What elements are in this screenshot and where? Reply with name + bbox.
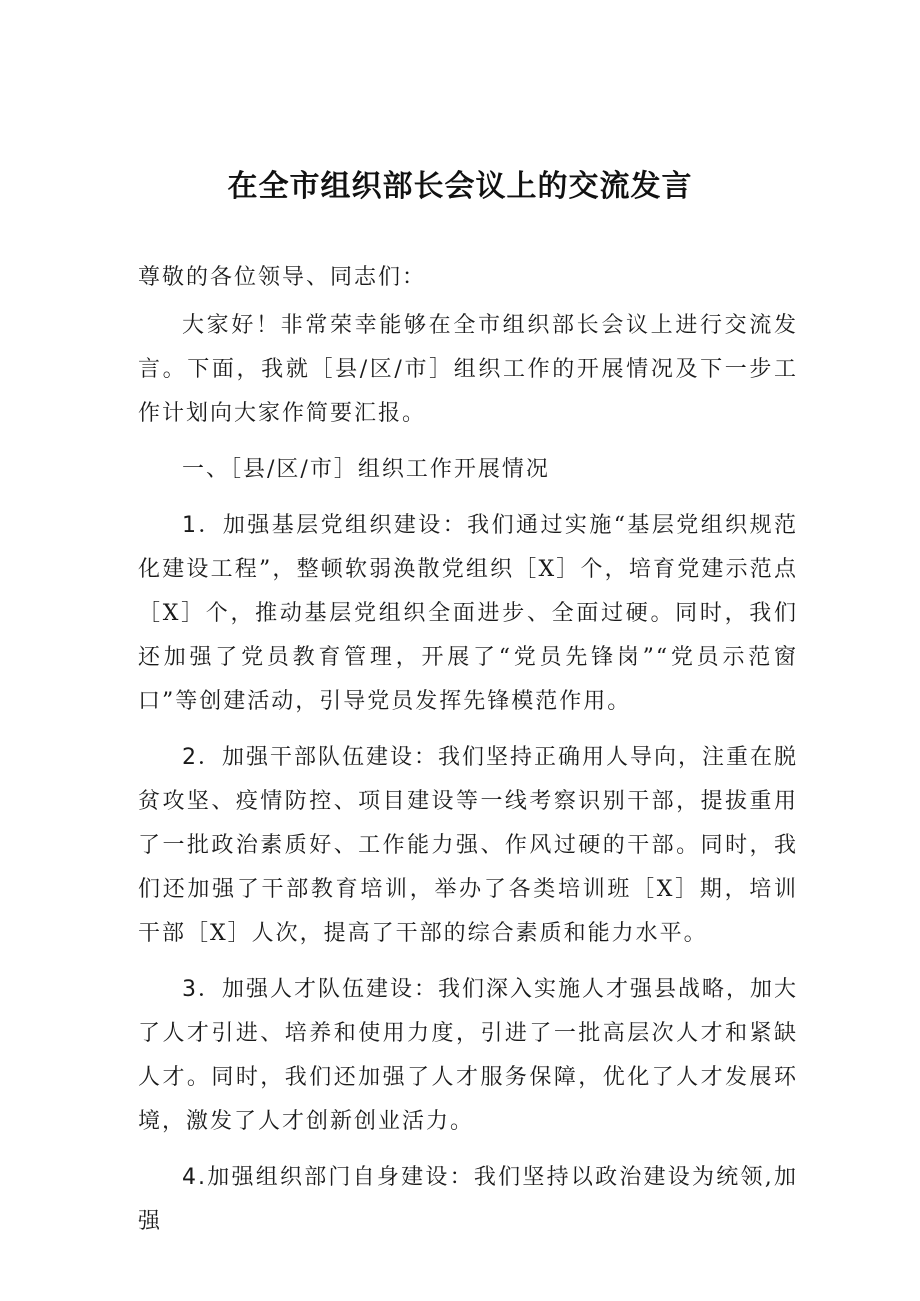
intro-paragraph: 大家好！非常荣幸能够在全市组织部长会议上进行交流发言。下面，我就［县/区/市］组织工作的开展情况及下一步工作计划向大家作简要汇报。	[138, 313, 798, 426]
item-lead-2: 2．加强干部队伍建设：	[182, 745, 438, 770]
item-paragraph-2	[138, 736, 798, 956]
item-paragraph-1	[138, 504, 798, 724]
item-lead-4: 4.加强组织部门自身建设：	[182, 1165, 474, 1190]
document-body	[138, 256, 798, 1256]
item-text-2: 我们坚持正确用人导向，注重在脱贫攻坚、疫情防控、项目建设等一线考察识别干部，提拔重用了一批政治素质好、工作能力强、作风过硬的干部。同时，我们还加强了干部教育培训，举办了各类培训班［X］期，培训干部［X］人次，提高了干部的综合素质和能力水平。	[138, 745, 799, 946]
item-text-3: 我们深入实施人才强县战略，加大了人才引进、培养和使用力度，引进了一批高层次人才和紧缺人才。同时，我们还加强了人才服务保障，优化了人才发展环境，激发了人才创新创业活力。	[138, 977, 799, 1134]
section-heading: 一、［县/区/市］组织工作开展情况	[182, 457, 550, 482]
item-lead-1: 1．加强基层党组织建设：	[182, 513, 468, 538]
item-text-1: 我们通过实施“基层党组织规范化建设工程”，整顿软弱涣散党组织［X］个，培育党建示范点［X］个，推动基层党组织全面进步、全面过硬。同时，我们还加强了党员教育管理，开展了“党员先锋岗”“党员示范窗口”等创建活动，引导党员发挥先锋模范作用。	[138, 513, 799, 714]
item-text-4: 我们坚持以政治建设为统领,加强	[138, 1165, 798, 1234]
item-paragraph-4	[138, 1156, 798, 1244]
item-paragraph-3	[138, 968, 798, 1144]
salutation: 尊敬的各位领导、同志们：	[138, 265, 427, 290]
document-title: 在全市组织部长会议上的交流发言	[227, 169, 693, 204]
item-lead-3: 3．加强人才队伍建设：	[182, 977, 438, 1002]
